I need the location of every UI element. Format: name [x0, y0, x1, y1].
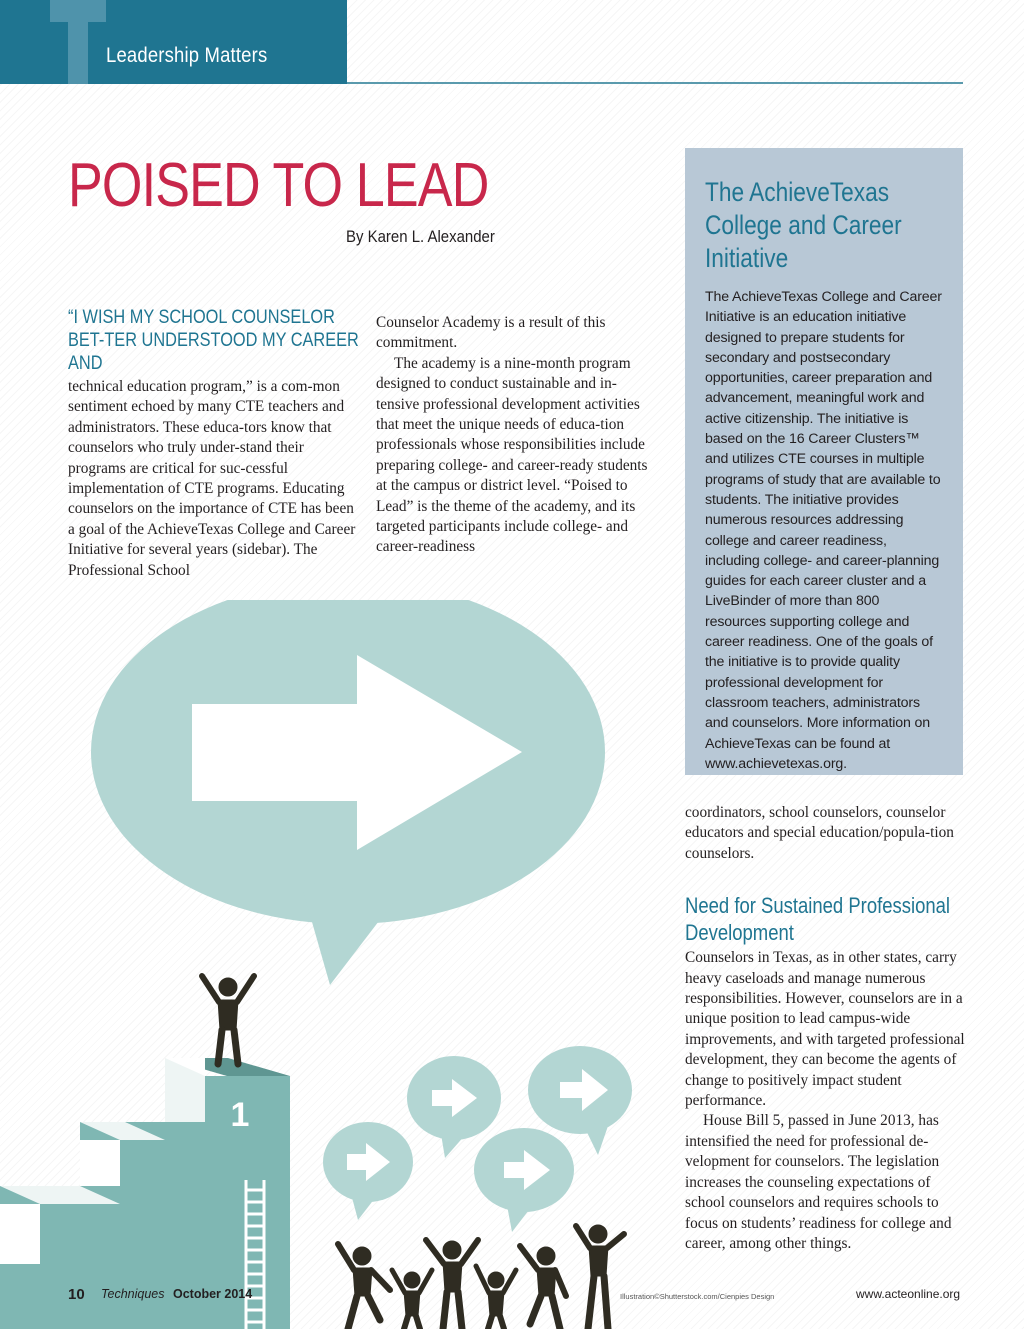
magazine-name: Techniques [101, 1287, 165, 1301]
article-title: POISED TO LEAD [68, 151, 489, 220]
podium-number: 1 [230, 1096, 250, 1134]
col3-paragraph-2: Counselors in Texas, as in other states, carry heavy caseloads and manage numerous responsibilities. However, counselors are in a unique position to lead campus-wide improvements, and with targeted professional development, they can become the agents of change to positively impact student performance. [685, 949, 965, 1110]
lead-in-caps: “I WISH MY SCHOOL COUNSELOR BET-TER UNDERSTOOD MY CAREER AND [68, 307, 359, 374]
section-subhead: Need for Sustained Professional Development [685, 893, 951, 946]
article-column-2 [376, 313, 658, 558]
sidebar-box [685, 148, 963, 775]
sidebar-body: The AchieveTexas College and Career Initiative is an education initiative designed to prepare students for secondary and postsecondary opportunities, career preparation and advancement, meaningful work and active citizenship. The initiative is based on the 16 Career Clusters™ and utilizes CTE courses in multiple programs of study that are available to students. The initiative provides numerous resources addressing college and career readiness, including college- and career-planning guides for each career cluster and a LiveBinder of more than 800 resources supporting college and career readiness. One of the goals of the initiative is to provide quality professional development for classroom teachers, administrators and counselors. More information on AchieveTexas can be found at www.achievetexas.org. [705, 289, 942, 772]
page-number: 10 [68, 1286, 85, 1303]
col3-paragraph-1: coordinators, school counselors, counselor educators and special education/popula-tion counselors. [685, 804, 954, 862]
crowd-figures-icon [338, 1225, 624, 1329]
col3-paragraph-3: House Bill 5, passed in June 2013, has intensified the need for professional de-velopment for counselors. The legislation increases the counseling expectations of school counselors and requires schools to focus on students’ readiness for college and career, among other things. [685, 1112, 952, 1252]
illustration-credit: Illustration©Shutterstock.com/Cienpies Design [620, 1292, 775, 1301]
article-column-1 [68, 306, 358, 581]
header-rule [347, 82, 963, 84]
section-header-band [0, 0, 347, 84]
sidebar-title: The AchieveTexas College and Career Initiative [705, 177, 902, 273]
header-t-logo-stem [68, 0, 88, 84]
small-speech-bubble-1 [323, 1122, 413, 1220]
leader-figure-icon [202, 976, 254, 1064]
col2-paragraph-2: The academy is a nine-month program designed to conduct sustainable and in-tensive professional development activities that meet the unique needs of educa-tion professionals whose responsibilities include preparing college- and career-ready students at the campus or district level. “Poised to Lead” is the theme of the academy, and its targeted participants include college- and career-readiness [376, 354, 648, 556]
issue-date: October 2014 [173, 1287, 253, 1301]
leadership-illustration [0, 600, 680, 1329]
section-title: Leadership Matters [106, 44, 268, 67]
col2-paragraph-1: Counselor Academy is a result of this commitment. [376, 314, 606, 352]
large-speech-bubble [91, 600, 605, 985]
col1-paragraph: technical education program,” is a com-mon sentiment echoed by many CTE teachers and administrators. These educa-tors know that counselors who truly under-stand their programs are critical for suc-cessful implementation of CTE programs. Educating counselors on the importance of CTE has been a goal of the AchieveTexas College and Career Initiative for several years (sidebar). The Professional School [68, 378, 356, 579]
footer-url[interactable]: www.acteonline.org [856, 1287, 961, 1301]
small-speech-bubble-3 [474, 1128, 574, 1232]
article-byline: By Karen L. Alexander [346, 227, 495, 246]
article-column-3 [685, 803, 965, 1254]
